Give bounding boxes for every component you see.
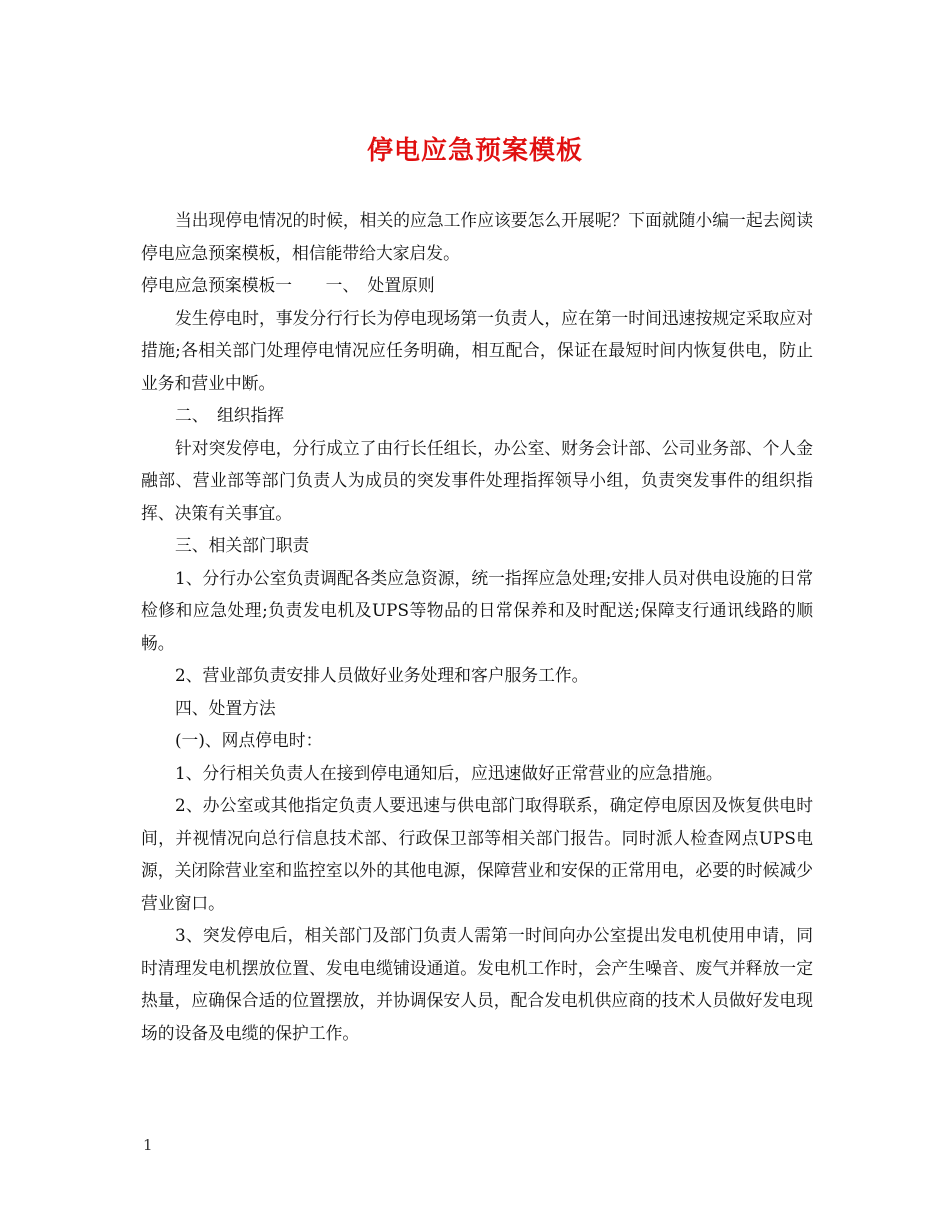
subsection-heading: (一)、网点停电时： [175,730,323,750]
page-number: 1 [143,1136,153,1154]
paragraph: 停电应急预案模板一 一、 处置原则 [141,275,435,295]
section-heading: 二、 组织指挥 [175,405,285,425]
paragraph: 3、突发停电后，相关部门及部门负责人需第一时间向办公室提出发电机使用申请，同时清理发电机摆放位置、发电电缆铺设通道。发电机工作时，会产生噪音、废气并释放一定热量，应确保合适的位置摆放，并协调保安人员，配合发电机供应商的技术人员做好发电现场的设备及电缆的保护工作。 [141,925,813,1043]
paragraph: 2、办公室或其他指定负责人要迅速与供电部门取得联系，确定停电原因及恢复供电时间，并视情况向总行信息技术部、行政保卫部等相关部门报告。同时派人检查网点UPS电源，关闭除营业室和监控室以外的其他电源，保障营业和安保的正常用电，必要的时候减少营业窗口。 [141,795,813,913]
document-body [141,204,813,1049]
paragraph: 1、分行办公室负责调配各类应急资源，统一指挥应急处理;安排人员对供电设施的日常检修和应急处理;负责发电机及UPS等物品的日常保养和及时配送;保障支行通讯线路的顺畅。 [141,567,813,653]
paragraph: 针对突发停电，分行成立了由行长任组长，办公室、财务会计部、公司业务部、个人金融部、营业部等部门负责人为成员的突发事件处理指挥领导小组，负责突发事件的组织指挥、决策有关事宜。 [141,437,813,523]
section-heading: 四、处置方法 [175,697,276,718]
paragraph: 发生停电时，事发分行行长为停电现场第一负责人，应在第一时间迅速按规定采取应对措施;各相关部门处理停电情况应任务明确，相互配合，保证在最短时间内恢复供电，防止业务和营业中断。 [141,307,813,393]
section-heading: 三、相关部门职责 [175,535,310,555]
paragraph: 2、营业部负责安排人员做好业务处理和客户服务工作。 [175,665,589,685]
document-title: 停电应急预案模板 [366,136,583,166]
paragraph: 1、分行相关负责人在接到停电通知后，应迅速做好正常营业的应急措施。 [175,762,723,783]
paragraph: 当出现停电情况的时候，相关的应急工作应该要怎么开展呢？下面就随小编一起去阅读停电应急预案模板，相信能带给大家启发。 [141,210,813,263]
